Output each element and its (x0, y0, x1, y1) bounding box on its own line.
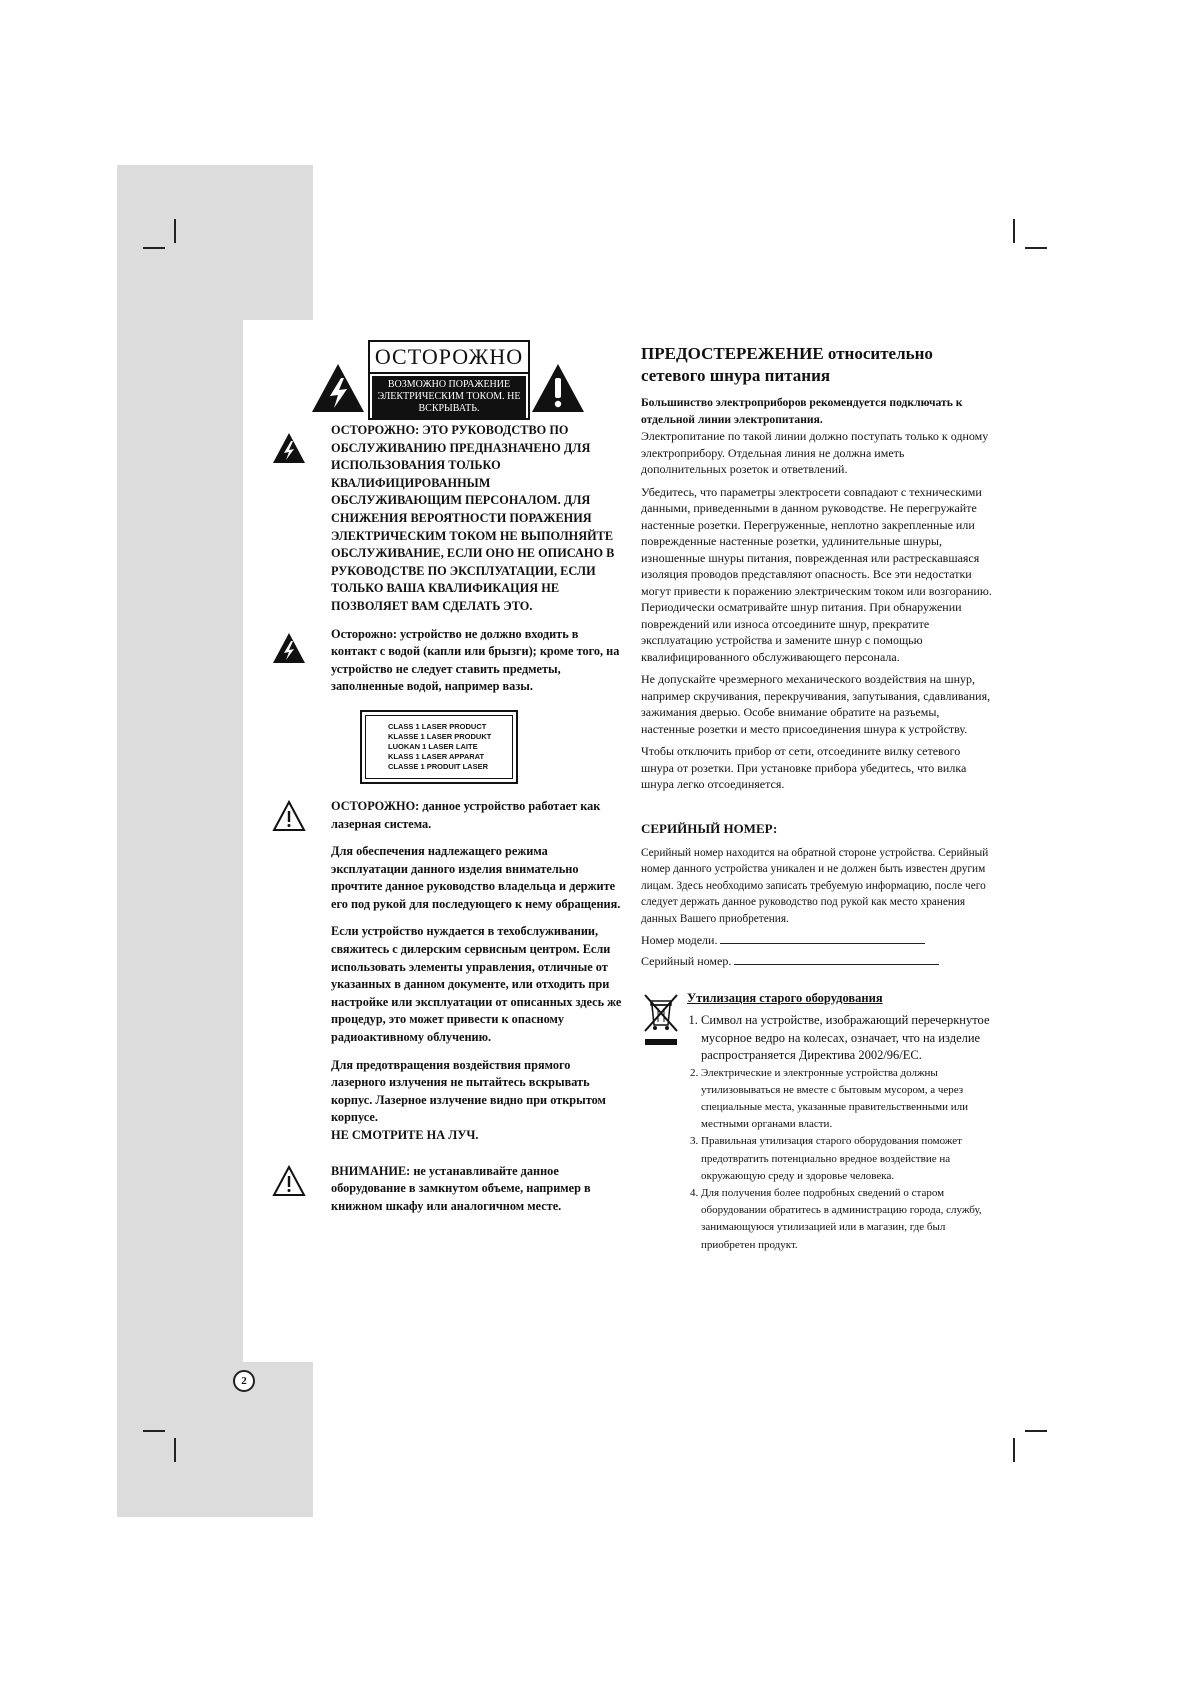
crop-mark-tl-h (143, 247, 165, 249)
laser-label-line: KLASSE 1 LASER PRODUKT (388, 731, 492, 741)
crossed-bin-icon (641, 991, 681, 1049)
serial-number-field (641, 954, 993, 969)
laser-section (270, 798, 622, 1145)
power-cord-title: ПРЕДОСТЕРЕЖЕНИЕ относительно сетевого шнура питания (641, 344, 933, 385)
left-column (270, 340, 622, 1225)
laser-paragraph-3: Если устройство нуждается в техобслуживании, свяжитесь с дилерским сервисным центром. Если использовать элементы управления, отличные от указанных в данном документе, или отходить при настройке или эксплуатации от описанных здесь же процедур, это может привести к опасному радиоактивному облучению. (331, 924, 622, 1045)
disposal-item: 3. Правильная утилизация старого оборудования поможет предотвратить потенциально вредное воздействие на окружающую среду и здоровье человека. (701, 1133, 993, 1185)
lightning-warning-icon (272, 432, 306, 464)
service-warning-section (270, 422, 622, 616)
water-warning-text: Осторожно: устройство не должно входить в контакт с водой (капли или брызги); кроме того, на устройство не следует ставить предметы, заполненные водой, например вазы. (331, 626, 620, 694)
power-cord-paragraph-4: Чтобы отключить прибор от сети, отсоедините вилку сетевого шнура от розетки. При установке прибора убедитесь, что вилка шнура легко отсоединяется. (641, 744, 967, 791)
laser-paragraph-1: ОСТОРОЖНО: данное устройство работает как лазерная система. (331, 798, 601, 831)
laser-label-line: LUOKAN 1 LASER LAITE (388, 741, 478, 751)
laser-label-line: KLASS 1 LASER APPARAT (388, 751, 485, 761)
disposal-item: 1. Символ на устройстве, изображающий перечеркнутое мусорное ведро на колесах, означает, что на изделие распространяется Директива 2002/96/EC. (701, 1012, 993, 1065)
page-number: 2 (233, 1370, 255, 1392)
right-column (641, 343, 993, 1254)
caution-box-subtitle: ВОЗМОЖНО ПОРАЖЕНИЕ ЭЛЕКТРИЧЕСКИМ ТОКОМ. НЕ ВСКРЫВАТЬ. (372, 376, 526, 418)
exclamation-warning-icon (530, 362, 586, 414)
model-number-label: Номер модели. (641, 933, 718, 947)
disposal-item: 2. Электрические и электронные устройства должны утилизовываться не вместе с бытовым мусором, а через специальные места, указанные правительственными или местными органами власти. (701, 1065, 993, 1134)
disposal-title: Утилизация старого оборудования (687, 991, 883, 1005)
disposal-section (641, 991, 993, 1254)
serial-number-label: Серийный номер. (641, 954, 732, 968)
crop-mark-bl-v (174, 1438, 176, 1462)
disposal-item: 4. Для получения более подробных сведений о старом оборудовании обратитесь в администрацию города, службу, занимающуюся утилизацией или в магазин, где был приобретен продукт. (701, 1185, 993, 1254)
attention-section (270, 1163, 622, 1216)
crop-mark-tr-h (1025, 247, 1047, 249)
attention-text: ВНИМАНИЕ: не устанавливайте данное оборудование в замкнутом объеме, например в книжном шкафу или аналогичном месте. (331, 1163, 591, 1213)
power-cord-paragraph-2: Убедитесь, что параметры электросети совпадают с техническими данными, приведенными в данном руководстве. Не перегружайте настенные розетки. Перегруженные, неплотно закрепленные или поврежденные настенные розетки, удлинительные шнуры, изношенные шнуры питания, поврежденная или растрескавшаяся изоляция проводов представляют опасность. Все эти недостатки могут привести к поражению электрическим током или возгоранию. Периодически осматривайте шнур питания. При обнаружении повреждений или износа отсоедините шнур, прекратите эксплуатацию устройства и замените шнур с помощью квалифицированного обслуживающего персонала. (641, 484, 992, 664)
crop-mark-br-h (1025, 1430, 1047, 1432)
power-cord-paragraph-3: Не допускайте чрезмерного механического воздействия на шнур, например скручивания, перекручивания, запутывания, сдавливания, зажимания дверью. Особе внимание обратите на разъемы, настенные розетки и место присоединения шнура к устройству. (641, 672, 991, 736)
do-not-look-text: НЕ СМОТРИТЕ НА ЛУЧ. (331, 1128, 479, 1142)
laser-label-line: CLASSE 1 PRODUIT LASER (388, 761, 489, 771)
model-number-blank (720, 933, 925, 944)
serial-number-section (641, 821, 993, 970)
power-cord-intro: Большинство электроприборов рекомендуется подключать к отдельной линии электропитания. (641, 396, 963, 426)
disposal-list (641, 1012, 993, 1254)
power-cord-paragraph-1: Электропитание по такой линии должно поступать только к одному электроприбору. Отдельная линия не должна иметь дополнительных розеток и ответвлений. (641, 429, 989, 476)
crop-mark-tr-v (1013, 219, 1015, 243)
serial-number-text: Серийный номер находится на обратной стороне устройства. Серийный номер данного устройства уникален и не должен быть известен другим лицам. Здесь необходимо записать требуемую информацию, после чего следует держать данное руководство под рукой как место хранения данных Вашего приобретения. (641, 846, 989, 925)
serial-number-blank (734, 954, 939, 965)
service-warning-text: ОСТОРОЖНО: ЭТО РУКОВОДСТВО ПО ОБСЛУЖИВАНИЮ ПРЕДНАЗНАЧЕНО ДЛЯ ИСПОЛЬЗОВАНИЯ ТОЛЬКО КВАЛИФИЦИРОВАННЫМ ОБСЛУЖИВАЮЩИМ ПЕРСОНАЛОМ. ДЛЯ СНИЖЕНИЯ ВЕРОЯТНОСТИ ПОРАЖЕНИЯ ЭЛЕКТРИЧЕСКИМ ТОКОМ НЕ ВЫПОЛНЯЙТЕ ОБСЛУЖИВАНИЕ, ЕСЛИ ОНО НЕ ОПИСАНО В РУКОВОДСТВЕ ПО ЭКСПЛУАТАЦИИ, ЕСЛИ ТОЛЬКО ВАША КВАЛИФИКАЦИЯ НЕ ПОЗВОЛЯЕТ ВАМ СДЕЛАТЬ ЭТО. (331, 423, 615, 613)
lightning-warning-icon (272, 632, 306, 664)
laser-paragraph-4 (331, 1057, 622, 1145)
caution-box (368, 340, 530, 420)
caution-box-title: ОСТОРОЖНО (370, 342, 528, 374)
crop-mark-bl-h (143, 1430, 165, 1432)
model-number-field (641, 933, 993, 948)
laser-paragraph-4-text: Для предотвращения воздействия прямого лазерного излучения не пытайтесь вскрывать корпус. Лазерное излучение видно при открытом корпусе. (331, 1057, 606, 1125)
laser-paragraph-2: Для обеспечения надлежащего режима эксплуатации данного изделия внимательно прочтите данное руководство владельца и держите его под рукой для последующего к нему обращения. (331, 844, 621, 911)
laser-product-label (360, 710, 518, 784)
serial-number-title: СЕРИЙНЫЙ НОМЕР: (641, 820, 778, 836)
laser-label-line: CLASS 1 LASER PRODUCT (388, 721, 487, 731)
crop-mark-br-v (1013, 1438, 1015, 1462)
caution-header (270, 340, 622, 420)
water-warning-section (270, 626, 622, 696)
lightning-warning-icon (310, 362, 366, 414)
caution-triangle-icon (272, 1165, 306, 1197)
caution-triangle-icon (272, 800, 306, 832)
crop-mark-tl-v (174, 219, 176, 243)
